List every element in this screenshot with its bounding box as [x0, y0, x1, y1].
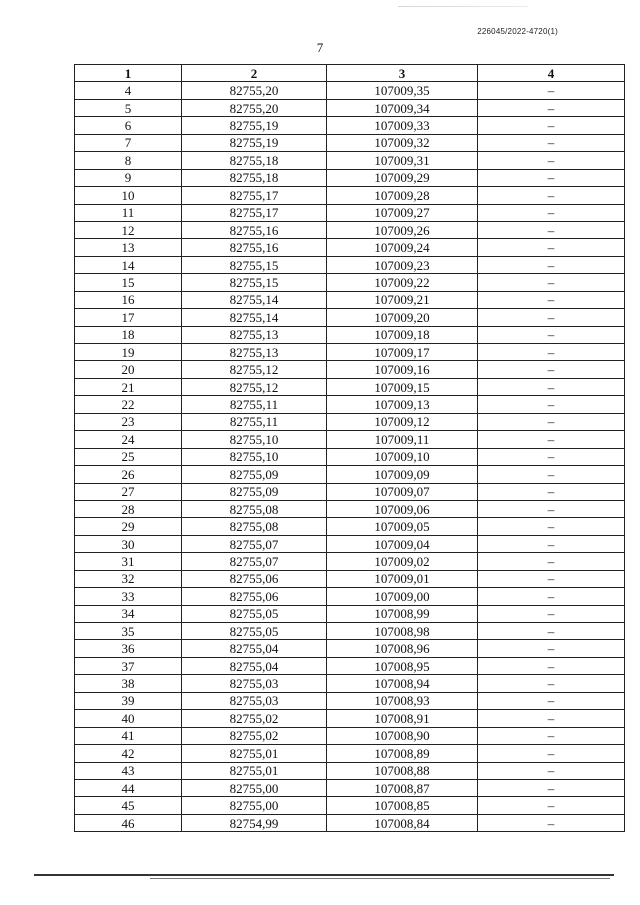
note-cell: – [478, 221, 625, 238]
point-number-cell: 46 [75, 814, 182, 831]
point-number-cell: 34 [75, 605, 182, 622]
y-coordinate-cell: 107009,04 [327, 535, 478, 552]
y-coordinate-cell: 107008,99 [327, 605, 478, 622]
table-row [75, 797, 625, 814]
column-header: 4 [478, 65, 625, 82]
note-cell: – [478, 657, 625, 674]
y-coordinate-cell: 107009,33 [327, 117, 478, 134]
note-cell: – [478, 274, 625, 291]
y-coordinate-cell: 107009,31 [327, 152, 478, 169]
point-number-cell: 32 [75, 570, 182, 587]
point-number-cell: 21 [75, 378, 182, 395]
x-coordinate-cell: 82755,14 [182, 309, 327, 326]
point-number-cell: 16 [75, 291, 182, 308]
table-header-row [75, 65, 625, 82]
point-number-cell: 18 [75, 326, 182, 343]
y-coordinate-cell: 107008,98 [327, 623, 478, 640]
point-number-cell: 19 [75, 344, 182, 361]
y-coordinate-cell: 107009,29 [327, 169, 478, 186]
y-coordinate-cell: 107009,11 [327, 431, 478, 448]
x-coordinate-cell: 82755,06 [182, 570, 327, 587]
note-cell: – [478, 675, 625, 692]
table-row [75, 344, 625, 361]
y-coordinate-cell: 107009,28 [327, 187, 478, 204]
point-number-cell: 38 [75, 675, 182, 692]
x-coordinate-cell: 82755,17 [182, 204, 327, 221]
table-row [75, 518, 625, 535]
note-cell: – [478, 553, 625, 570]
note-cell: – [478, 204, 625, 221]
table-row [75, 361, 625, 378]
point-number-cell: 25 [75, 448, 182, 465]
table-row [75, 640, 625, 657]
note-cell: – [478, 361, 625, 378]
table-row [75, 169, 625, 186]
x-coordinate-cell: 82755,13 [182, 326, 327, 343]
y-coordinate-cell: 107008,94 [327, 675, 478, 692]
y-coordinate-cell: 107009,23 [327, 256, 478, 273]
x-coordinate-cell: 82755,01 [182, 745, 327, 762]
point-number-cell: 15 [75, 274, 182, 291]
x-coordinate-cell: 82755,12 [182, 378, 327, 395]
point-number-cell: 17 [75, 309, 182, 326]
x-coordinate-cell: 82755,00 [182, 779, 327, 796]
note-cell: – [478, 169, 625, 186]
y-coordinate-cell: 107009,17 [327, 344, 478, 361]
note-cell: – [478, 640, 625, 657]
table-row [75, 291, 625, 308]
table-row [75, 570, 625, 587]
y-coordinate-cell: 107009,18 [327, 326, 478, 343]
note-cell: – [478, 588, 625, 605]
point-number-cell: 43 [75, 762, 182, 779]
point-number-cell: 42 [75, 745, 182, 762]
note-cell: – [478, 466, 625, 483]
table-row [75, 99, 625, 116]
note-cell: – [478, 518, 625, 535]
table-row [75, 762, 625, 779]
note-cell: – [478, 727, 625, 744]
x-coordinate-cell: 82755,00 [182, 797, 327, 814]
y-coordinate-cell: 107009,12 [327, 413, 478, 430]
scan-artifact-footer-line [150, 878, 610, 879]
y-coordinate-cell: 107009,05 [327, 518, 478, 535]
y-coordinate-cell: 107009,07 [327, 483, 478, 500]
point-number-cell: 20 [75, 361, 182, 378]
note-cell: – [478, 762, 625, 779]
note-cell: – [478, 82, 625, 99]
note-cell: – [478, 378, 625, 395]
table-row [75, 745, 625, 762]
table-row [75, 814, 625, 831]
x-coordinate-cell: 82754,99 [182, 814, 327, 831]
point-number-cell: 12 [75, 221, 182, 238]
table-row [75, 657, 625, 674]
point-number-cell: 23 [75, 413, 182, 430]
table-row [75, 727, 625, 744]
note-cell: – [478, 710, 625, 727]
x-coordinate-cell: 82755,18 [182, 169, 327, 186]
y-coordinate-cell: 107009,06 [327, 500, 478, 517]
note-cell: – [478, 797, 625, 814]
page-number: 7 [316, 40, 324, 55]
point-number-cell: 28 [75, 500, 182, 517]
x-coordinate-cell: 82755,08 [182, 518, 327, 535]
note-cell: – [478, 187, 625, 204]
x-coordinate-cell: 82755,03 [182, 692, 327, 709]
point-number-cell: 22 [75, 396, 182, 413]
point-number-cell: 40 [75, 710, 182, 727]
point-number-cell: 24 [75, 431, 182, 448]
note-cell: – [478, 779, 625, 796]
table-row [75, 500, 625, 517]
table-row [75, 204, 625, 221]
y-coordinate-cell: 107009,00 [327, 588, 478, 605]
x-coordinate-cell: 82755,19 [182, 134, 327, 151]
y-coordinate-cell: 107009,35 [327, 82, 478, 99]
table-row [75, 187, 625, 204]
point-number-cell: 4 [75, 82, 182, 99]
y-coordinate-cell: 107008,89 [327, 745, 478, 762]
y-coordinate-cell: 107008,93 [327, 692, 478, 709]
note-cell: – [478, 396, 625, 413]
point-number-cell: 9 [75, 169, 182, 186]
table-row [75, 623, 625, 640]
y-coordinate-cell: 107008,96 [327, 640, 478, 657]
x-coordinate-cell: 82755,18 [182, 152, 327, 169]
table-row [75, 535, 625, 552]
x-coordinate-cell: 82755,11 [182, 396, 327, 413]
point-number-cell: 7 [75, 134, 182, 151]
x-coordinate-cell: 82755,17 [182, 187, 327, 204]
note-cell: – [478, 344, 625, 361]
point-number-cell: 35 [75, 623, 182, 640]
table-row [75, 779, 625, 796]
point-number-cell: 36 [75, 640, 182, 657]
y-coordinate-cell: 107008,84 [327, 814, 478, 831]
table-row [75, 605, 625, 622]
x-coordinate-cell: 82755,06 [182, 588, 327, 605]
y-coordinate-cell: 107008,85 [327, 797, 478, 814]
point-number-cell: 44 [75, 779, 182, 796]
table-row [75, 413, 625, 430]
x-coordinate-cell: 82755,08 [182, 500, 327, 517]
table-row [75, 710, 625, 727]
note-cell: – [478, 117, 625, 134]
x-coordinate-cell: 82755,16 [182, 221, 327, 238]
x-coordinate-cell: 82755,05 [182, 605, 327, 622]
x-coordinate-cell: 82755,07 [182, 553, 327, 570]
x-coordinate-cell: 82755,09 [182, 466, 327, 483]
table-row [75, 431, 625, 448]
coordinates-table [74, 64, 625, 832]
column-header: 2 [182, 65, 327, 82]
note-cell: – [478, 500, 625, 517]
note-cell: – [478, 291, 625, 308]
note-cell: – [478, 605, 625, 622]
table-row [75, 675, 625, 692]
table-row [75, 152, 625, 169]
y-coordinate-cell: 107008,91 [327, 710, 478, 727]
point-number-cell: 27 [75, 483, 182, 500]
x-coordinate-cell: 82755,04 [182, 657, 327, 674]
x-coordinate-cell: 82755,02 [182, 727, 327, 744]
note-cell: – [478, 413, 625, 430]
note-cell: – [478, 623, 625, 640]
column-header: 3 [327, 65, 478, 82]
note-cell: – [478, 692, 625, 709]
table-row [75, 448, 625, 465]
y-coordinate-cell: 107009,01 [327, 570, 478, 587]
note-cell: – [478, 256, 625, 273]
x-coordinate-cell: 82755,02 [182, 710, 327, 727]
table-row [75, 466, 625, 483]
y-coordinate-cell: 107009,22 [327, 274, 478, 291]
x-coordinate-cell: 82755,19 [182, 117, 327, 134]
table-row [75, 256, 625, 273]
table-row [75, 239, 625, 256]
y-coordinate-cell: 107008,87 [327, 779, 478, 796]
x-coordinate-cell: 82755,20 [182, 82, 327, 99]
y-coordinate-cell: 107009,27 [327, 204, 478, 221]
x-coordinate-cell: 82755,15 [182, 274, 327, 291]
y-coordinate-cell: 107008,90 [327, 727, 478, 744]
x-coordinate-cell: 82755,01 [182, 762, 327, 779]
point-number-cell: 14 [75, 256, 182, 273]
x-coordinate-cell: 82755,03 [182, 675, 327, 692]
point-number-cell: 8 [75, 152, 182, 169]
point-number-cell: 30 [75, 535, 182, 552]
point-number-cell: 41 [75, 727, 182, 744]
note-cell: – [478, 309, 625, 326]
y-coordinate-cell: 107008,88 [327, 762, 478, 779]
scan-artifact-footer-line [34, 874, 614, 876]
table-row [75, 588, 625, 605]
point-number-cell: 5 [75, 99, 182, 116]
x-coordinate-cell: 82755,20 [182, 99, 327, 116]
note-cell: – [478, 535, 625, 552]
note-cell: – [478, 134, 625, 151]
x-coordinate-cell: 82755,09 [182, 483, 327, 500]
table-row [75, 378, 625, 395]
y-coordinate-cell: 107009,15 [327, 378, 478, 395]
x-coordinate-cell: 82755,12 [182, 361, 327, 378]
y-coordinate-cell: 107009,21 [327, 291, 478, 308]
point-number-cell: 33 [75, 588, 182, 605]
note-cell: – [478, 448, 625, 465]
note-cell: – [478, 814, 625, 831]
x-coordinate-cell: 82755,10 [182, 431, 327, 448]
x-coordinate-cell: 82755,04 [182, 640, 327, 657]
document-number: 226045/2022-4720(1) [477, 27, 558, 36]
table-row [75, 309, 625, 326]
point-number-cell: 26 [75, 466, 182, 483]
y-coordinate-cell: 107009,34 [327, 99, 478, 116]
note-cell: – [478, 431, 625, 448]
y-coordinate-cell: 107009,20 [327, 309, 478, 326]
x-coordinate-cell: 82755,07 [182, 535, 327, 552]
x-coordinate-cell: 82755,11 [182, 413, 327, 430]
table-row [75, 221, 625, 238]
point-number-cell: 10 [75, 187, 182, 204]
y-coordinate-cell: 107009,09 [327, 466, 478, 483]
table-row [75, 134, 625, 151]
y-coordinate-cell: 107009,32 [327, 134, 478, 151]
y-coordinate-cell: 107009,10 [327, 448, 478, 465]
point-number-cell: 13 [75, 239, 182, 256]
y-coordinate-cell: 107008,95 [327, 657, 478, 674]
note-cell: – [478, 152, 625, 169]
x-coordinate-cell: 82755,15 [182, 256, 327, 273]
table-row [75, 483, 625, 500]
point-number-cell: 29 [75, 518, 182, 535]
point-number-cell: 11 [75, 204, 182, 221]
note-cell: – [478, 483, 625, 500]
point-number-cell: 39 [75, 692, 182, 709]
y-coordinate-cell: 107009,16 [327, 361, 478, 378]
point-number-cell: 37 [75, 657, 182, 674]
y-coordinate-cell: 107009,24 [327, 239, 478, 256]
x-coordinate-cell: 82755,16 [182, 239, 327, 256]
x-coordinate-cell: 82755,05 [182, 623, 327, 640]
scan-artifact-line [398, 6, 528, 7]
y-coordinate-cell: 107009,26 [327, 221, 478, 238]
note-cell: – [478, 239, 625, 256]
point-number-cell: 6 [75, 117, 182, 134]
note-cell: – [478, 99, 625, 116]
table-body [75, 82, 625, 832]
point-number-cell: 31 [75, 553, 182, 570]
table-row [75, 82, 625, 99]
table-row [75, 326, 625, 343]
note-cell: – [478, 745, 625, 762]
table-row [75, 396, 625, 413]
point-number-cell: 45 [75, 797, 182, 814]
table-row [75, 117, 625, 134]
table-row [75, 692, 625, 709]
table-row [75, 274, 625, 291]
y-coordinate-cell: 107009,13 [327, 396, 478, 413]
column-header: 1 [75, 65, 182, 82]
note-cell: – [478, 326, 625, 343]
y-coordinate-cell: 107009,02 [327, 553, 478, 570]
table-row [75, 553, 625, 570]
x-coordinate-cell: 82755,14 [182, 291, 327, 308]
note-cell: – [478, 570, 625, 587]
x-coordinate-cell: 82755,13 [182, 344, 327, 361]
x-coordinate-cell: 82755,10 [182, 448, 327, 465]
